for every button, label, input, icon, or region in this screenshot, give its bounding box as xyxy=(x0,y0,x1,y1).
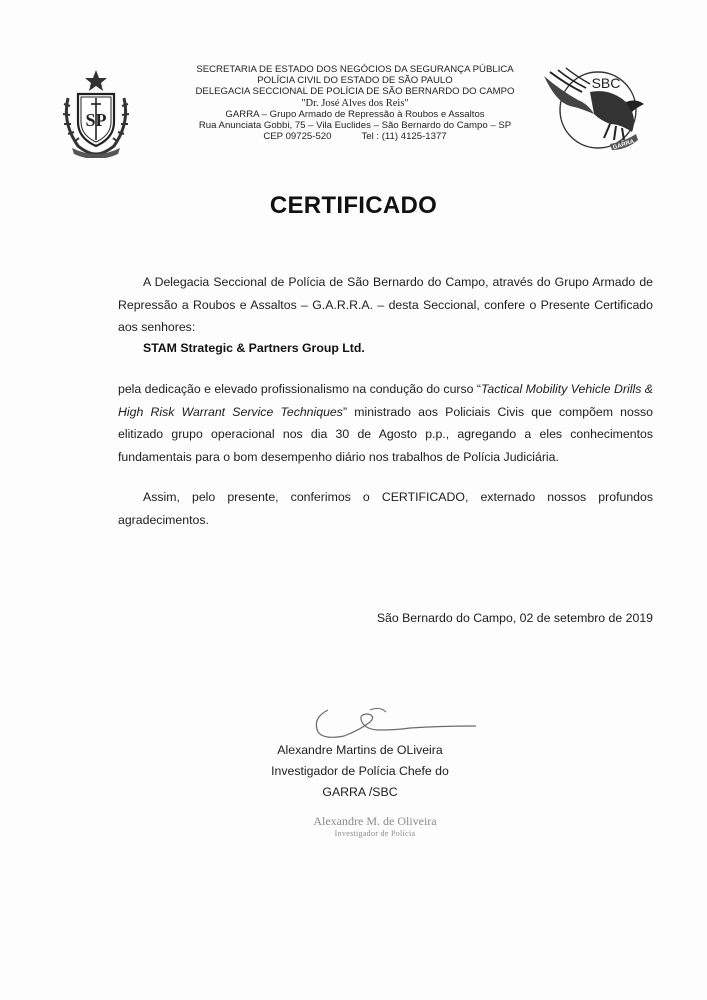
paragraph-recognition xyxy=(118,378,653,468)
course-name: Tactical Mobility Vehicle Drills & High Risk Warrant Service Techniques xyxy=(118,382,653,419)
header-line-address: Rua Anunciata Gobbi, 75 – Vila Euclides – São Bernardo do Campo – SP xyxy=(198,120,512,132)
crest-letters: SP xyxy=(85,110,107,130)
sao-paulo-coat-of-arms-icon xyxy=(58,68,134,158)
certificate-title: CERTIFICADO xyxy=(269,192,438,219)
paragraph-closing xyxy=(118,486,653,531)
header-cep: CEP 09725-520 xyxy=(263,131,332,143)
letterhead xyxy=(150,64,560,142)
signatory-unit: GARRA /SBC xyxy=(322,785,398,799)
recipient-company: STAM Strategic & Partners Group Ltd. xyxy=(143,341,365,355)
header-line-garra: GARRA – Grupo Armado de Repressão à Roubos e Assaltos xyxy=(225,108,485,120)
logo-top-text: SBC xyxy=(591,75,621,91)
stamp-name: Alexandre M. de Oliveira xyxy=(313,814,437,828)
header-line-police: POLÍCIA CIVIL DO ESTADO DE SÃO PAULO xyxy=(257,75,453,87)
paragraph-intro xyxy=(118,271,653,339)
paragraph-closing-text: Assim, pelo presente, conferimos o CERTIFICADO, externado nossos profundos agradecimentos. xyxy=(118,490,653,527)
paragraph-intro-text: A Delegacia Seccional de Polícia de São Bernardo do Campo, através do Grupo Armado de Repressão a Roubos e Assaltos – G.A.R.R.A. – desta Seccional, confere o Presente Certificado aos senhores: xyxy=(118,275,653,334)
header-line-delegacia: DELEGACIA SECCIONAL DE POLÍCIA DE SÃO BERNARDO DO CAMPO xyxy=(195,86,515,98)
logo-bottom-text: GARRA xyxy=(612,138,636,152)
signatory-role: Investigador de Polícia Chefe do xyxy=(271,764,449,778)
header-contact-row xyxy=(150,131,560,142)
place-and-date: São Bernardo do Campo, 02 de setembro de 2019 xyxy=(376,611,653,625)
header-tel: Tel : (11) 4125-1377 xyxy=(361,131,447,143)
signatory-block xyxy=(255,740,465,803)
garra-sbc-eagle-logo-icon xyxy=(540,62,652,158)
signatory-name: Alexandre Martins de OLiveira xyxy=(277,743,443,757)
official-stamp xyxy=(300,814,450,839)
paragraph-recognition-after: ” ministrado aos Policiais Civis que compõem nosso elitizado grupo operacional nos dia 30 de Agosto p.p., agregando a eles conhecimentos fundamentais para o bom desempenho diário nos trabalhos de Polícia Judiciária. xyxy=(118,404,653,464)
paragraph-recognition-before: pela dedicação e elevado profissionalismo na condução do curso “ xyxy=(118,382,481,396)
header-line-secretariat: SECRETARIA DE ESTADO DOS NEGÓCIOS DA SEGURANÇA PÚBLICA xyxy=(196,64,514,75)
stamp-role: Investigador de Polícia xyxy=(334,829,416,838)
header-line-honoree: "Dr. José Alves dos Reis" xyxy=(301,97,409,109)
